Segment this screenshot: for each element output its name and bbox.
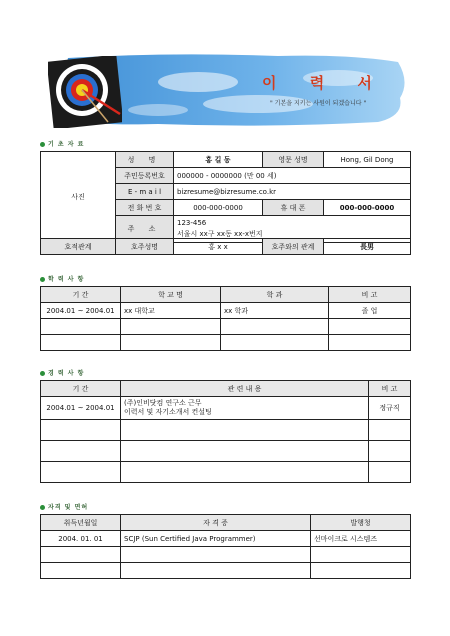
career-table xyxy=(40,380,411,483)
phone-value: 000-000-0000 xyxy=(174,200,263,216)
address-label: 주 소 xyxy=(127,225,162,233)
career-cell xyxy=(121,420,369,441)
eng-name-value: Hong, Gil Dong xyxy=(324,152,411,168)
career-cell xyxy=(41,462,121,483)
photo-label: 사진 xyxy=(71,193,85,201)
career-header-note: 비 고 xyxy=(369,381,411,397)
license-cell xyxy=(41,547,121,563)
edu-header-school: 학 교 명 xyxy=(121,287,221,303)
mobile-value: 000-000-0000 xyxy=(324,200,411,216)
table-row xyxy=(41,335,411,351)
resume-title: 이 력 서 xyxy=(262,74,386,92)
career-header-content: 관 련 내 용 xyxy=(121,381,369,397)
license-table xyxy=(40,514,411,579)
table-row xyxy=(41,563,411,579)
relation-value: 長男 xyxy=(324,239,411,255)
address-line-2: 서울시 xx구 xx동 xx-x번지 xyxy=(177,230,263,238)
education-table xyxy=(40,286,411,351)
family-label: 호적관계 xyxy=(41,239,116,255)
edu-header-major: 학 과 xyxy=(221,287,329,303)
career-cell xyxy=(121,397,369,420)
table-row xyxy=(41,420,411,441)
license-cell: 선마이크로 시스템즈 xyxy=(311,531,411,547)
edu-cell xyxy=(221,335,329,351)
career-cell xyxy=(369,462,411,483)
section-education-heading: 학 력 사 항 xyxy=(40,274,84,283)
career-cell xyxy=(41,441,121,462)
edu-cell: xx 대학교 xyxy=(121,303,221,319)
edu-cell: 2004.01 ~ 2004.01 xyxy=(41,303,121,319)
address-line-1: 123-456 xyxy=(177,219,207,227)
license-cell xyxy=(311,547,411,563)
license-cell xyxy=(41,563,121,579)
career-cell: 정규직 xyxy=(369,397,411,420)
edu-cell xyxy=(329,335,411,351)
career-cell xyxy=(369,441,411,462)
table-row xyxy=(41,397,411,420)
license-cell xyxy=(311,563,411,579)
career-cell xyxy=(369,420,411,441)
edu-cell xyxy=(121,319,221,335)
name-value: 홍 길 동 xyxy=(174,152,263,168)
career-cell: 2004.01 ~ 2004.01 xyxy=(41,397,121,420)
id-value: 000000 - 0000000 (만 00 세) xyxy=(174,168,411,184)
bullet-icon xyxy=(40,505,45,510)
career-cell xyxy=(121,462,369,483)
edu-header-period: 기 간 xyxy=(41,287,121,303)
license-header-cert: 자 격 증 xyxy=(121,515,311,531)
basic-info-table xyxy=(40,151,411,243)
photo-box xyxy=(41,152,116,243)
table-row xyxy=(41,303,411,319)
career-cell xyxy=(41,420,121,441)
career-header-period: 기 간 xyxy=(41,381,121,397)
bullet-icon xyxy=(40,277,45,282)
edu-cell xyxy=(121,335,221,351)
table-row xyxy=(41,319,411,335)
edu-header-note: 비 고 xyxy=(329,287,411,303)
license-cell xyxy=(121,547,311,563)
id-label: 주민등록번호 xyxy=(116,168,174,184)
relation-label: 호주와의 관계 xyxy=(263,239,324,255)
table-row xyxy=(41,441,411,462)
family-table xyxy=(40,238,411,255)
license-header-issuer: 발행청 xyxy=(311,515,411,531)
license-cell: SCJP (Sun Certified Java Programmer) xyxy=(121,531,311,547)
email-label: E - m a i l xyxy=(116,184,174,200)
edu-cell xyxy=(41,319,121,335)
section-career-heading: 경 력 사 항 xyxy=(40,368,84,377)
bullet-icon xyxy=(40,371,45,376)
license-cell xyxy=(121,563,311,579)
email-value: bizresume@bizresume.co.kr xyxy=(174,184,411,200)
section-license-heading: 자격 및 면허 xyxy=(40,502,88,511)
target-icon xyxy=(48,56,122,128)
bullet-icon xyxy=(40,142,45,147)
edu-cell xyxy=(221,319,329,335)
license-cell: 2004. 01. 01 xyxy=(41,531,121,547)
career-cell xyxy=(121,441,369,462)
license-header-date: 취득년월일 xyxy=(41,515,121,531)
phone-label: 전 화 번 호 xyxy=(116,200,174,216)
eng-name-label: 영문 성명 xyxy=(263,152,324,168)
career-detail-line-1: (주)인비닷컴 연구소 근무 xyxy=(124,399,202,407)
edu-cell xyxy=(329,319,411,335)
mobile-label: 휴 대 폰 xyxy=(263,200,324,216)
family-head-label: 호주성명 xyxy=(116,239,174,255)
edu-cell: xx 학과 xyxy=(221,303,329,319)
edu-cell: 졸 업 xyxy=(329,303,411,319)
name-label: 성 명 xyxy=(127,155,162,164)
table-row xyxy=(41,547,411,563)
family-head-value: 홍 x x xyxy=(174,239,263,255)
table-row xyxy=(41,462,411,483)
table-row xyxy=(41,531,411,547)
edu-cell xyxy=(41,335,121,351)
career-detail-line-2: 이력서 및 자기소개서 컨설팅 xyxy=(124,408,212,416)
resume-subtitle: " 기본을 지키는 사원이 되겠습니다 " xyxy=(270,100,367,107)
section-basic-heading: 기 초 자 료 xyxy=(40,139,84,148)
